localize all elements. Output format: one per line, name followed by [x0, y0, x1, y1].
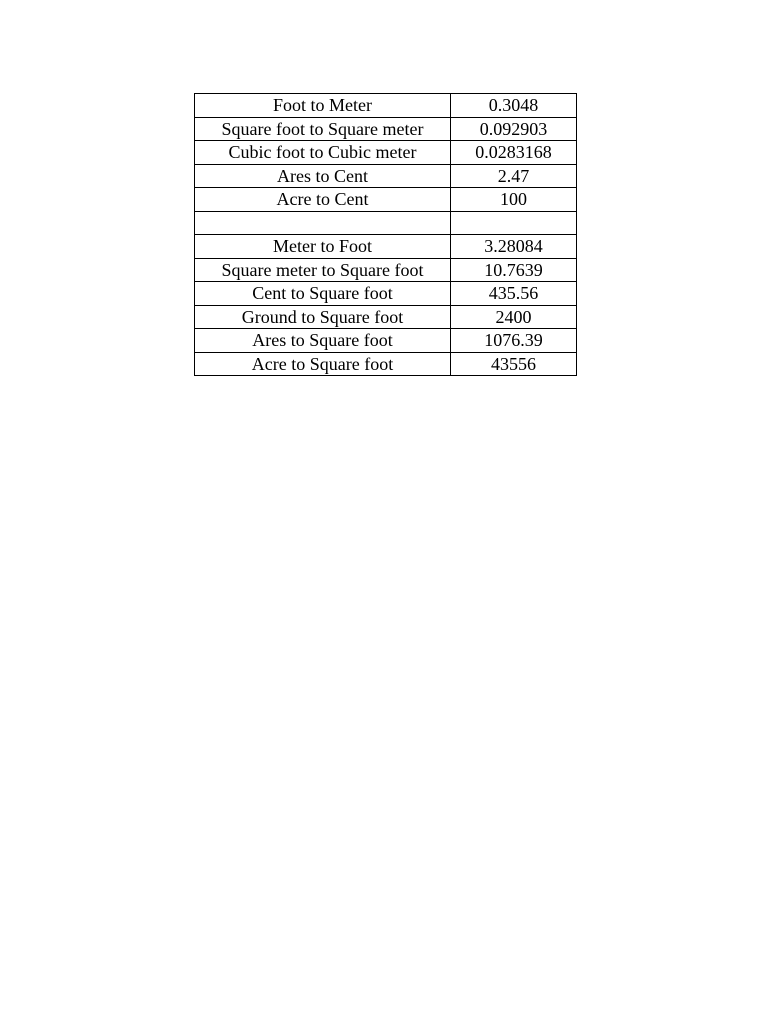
conversion-value-cell: 435.56: [451, 282, 577, 306]
conversion-value-cell: 2.47: [451, 164, 577, 188]
conversion-label-cell: Ares to Cent: [195, 164, 451, 188]
conversion-label-cell: Meter to Foot: [195, 235, 451, 259]
conversion-value-cell: 43556: [451, 352, 577, 376]
conversion-value-cell: 0.092903: [451, 117, 577, 141]
table-row: [195, 141, 577, 165]
conversion-label-cell: Ares to Square foot: [195, 329, 451, 353]
conversion-label-cell: Cent to Square foot: [195, 282, 451, 306]
conversion-label-cell: Ground to Square foot: [195, 305, 451, 329]
table-row: [195, 305, 577, 329]
conversion-label-cell: Cubic foot to Cubic meter: [195, 141, 451, 165]
conversion-label-cell: Square meter to Square foot: [195, 258, 451, 282]
conversion-value-cell: 2400: [451, 305, 577, 329]
conversion-value-cell: 0.0283168: [451, 141, 577, 165]
conversion-value-cell: 0.3048: [451, 94, 577, 118]
table-row: [195, 117, 577, 141]
conversion-label-cell: [195, 211, 451, 235]
table-row: [195, 94, 577, 118]
conversion-value-cell: 10.7639: [451, 258, 577, 282]
conversion-table: [194, 93, 577, 376]
conversion-value-cell: 100: [451, 188, 577, 212]
table-row: [195, 258, 577, 282]
table-row: [195, 352, 577, 376]
table-row: [195, 188, 577, 212]
conversion-label-cell: Acre to Square foot: [195, 352, 451, 376]
conversion-label-cell: Square foot to Square meter: [195, 117, 451, 141]
conversion-label-cell: Foot to Meter: [195, 94, 451, 118]
table-row: [195, 329, 577, 353]
table-row: [195, 164, 577, 188]
conversion-value-cell: 1076.39: [451, 329, 577, 353]
conversion-value-cell: [451, 211, 577, 235]
table-row: [195, 235, 577, 259]
empty-separator-row: [195, 211, 577, 235]
table-row: [195, 282, 577, 306]
conversion-value-cell: 3.28084: [451, 235, 577, 259]
conversion-label-cell: Acre to Cent: [195, 188, 451, 212]
